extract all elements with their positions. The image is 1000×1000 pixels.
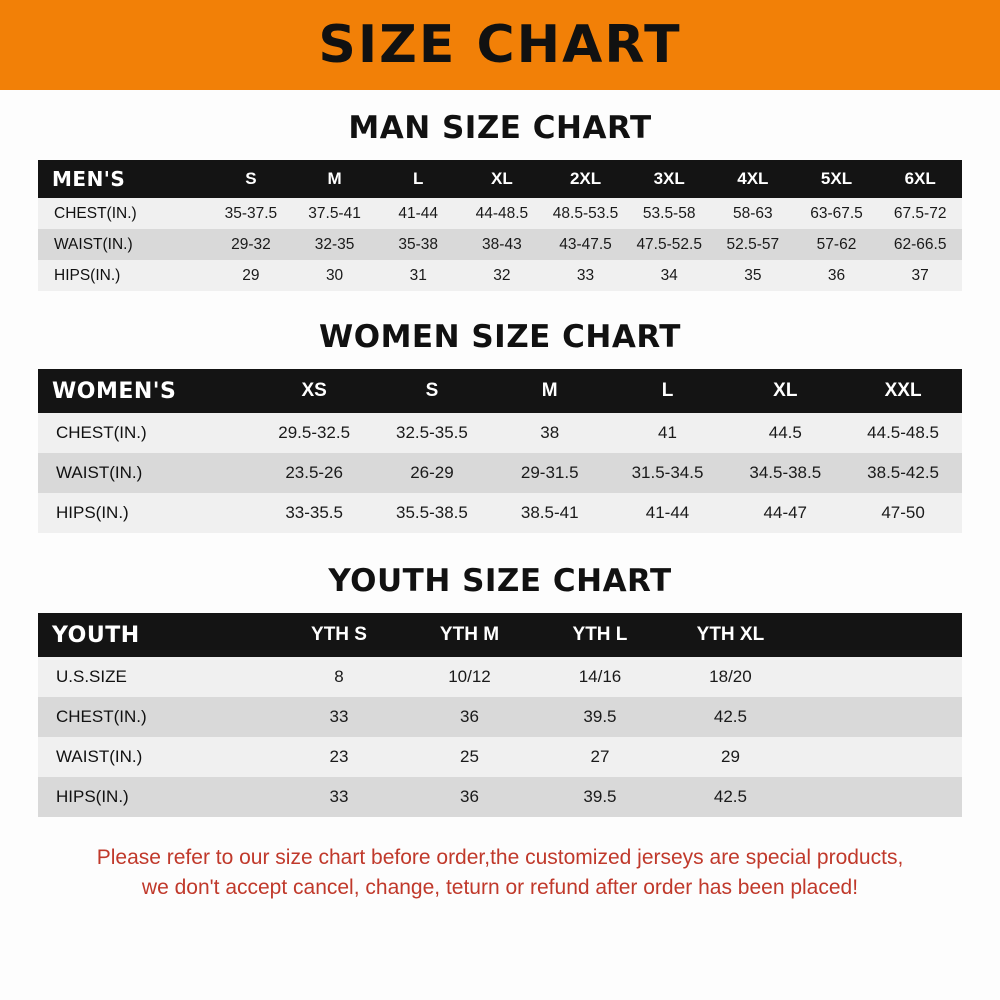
table-row [38,260,962,291]
man-col-header: XL [460,160,544,198]
man-col-header: 6XL [878,160,962,198]
women-cell: 38.5-42.5 [844,453,962,493]
women-cell: 32.5-35.5 [373,413,491,453]
youth-col-header: YTH M [404,613,534,657]
table-row [38,453,962,493]
youth-cell-empty [796,697,962,737]
women-section-title: WOMEN SIZE CHART [319,319,681,355]
man-cell: 52.5-57 [711,229,795,260]
youth-cell: 25 [404,737,534,777]
man-cell: 58-63 [711,198,795,229]
man-row-label: WAIST(IN.) [38,229,209,260]
women-row-label: HIPS(IN.) [38,493,255,533]
youth-cell: 27 [535,737,665,777]
man-col-header: M [293,160,377,198]
man-cell: 67.5-72 [878,198,962,229]
women-cell: 38.5-41 [491,493,609,533]
women-cell: 41 [609,413,727,453]
man-cell: 31 [376,260,460,291]
table-row [38,657,962,697]
women-col-header: L [609,369,727,413]
disclaimer-note [20,843,980,904]
header-banner [0,0,1000,90]
table-row [38,413,962,453]
women-cell: 44.5 [726,413,844,453]
man-row-label: CHEST(IN.) [38,198,209,229]
man-col-header: 5XL [795,160,879,198]
man-cell: 35-38 [376,229,460,260]
women-cell: 29-31.5 [491,453,609,493]
table-row [38,777,962,817]
man-cell: 63-67.5 [795,198,879,229]
man-col-header: 4XL [711,160,795,198]
man-cell: 38-43 [460,229,544,260]
disclaimer-line-1: Please refer to our size chart before order,the customized jerseys are special products, [96,846,904,869]
man-cell: 48.5-53.5 [544,198,628,229]
youth-row-label: U.S.SIZE [38,657,274,697]
youth-cell-empty [796,657,962,697]
women-cell: 44-47 [726,493,844,533]
table-row [38,229,962,260]
youth-cell: 36 [404,697,534,737]
man-cell: 30 [293,260,377,291]
man-cell: 36 [795,260,879,291]
women-cell: 29.5-32.5 [255,413,373,453]
youth-cell: 29 [665,737,795,777]
man-size-table [38,160,962,291]
man-cell: 53.5-58 [627,198,711,229]
women-cell: 33-35.5 [255,493,373,533]
women-cell: 31.5-34.5 [609,453,727,493]
women-size-table [38,369,962,533]
man-row-label: HIPS(IN.) [38,260,209,291]
man-cell: 32 [460,260,544,291]
youth-row-label: WAIST(IN.) [38,737,274,777]
women-cell: 44.5-48.5 [844,413,962,453]
youth-col-header-empty [796,613,962,657]
man-cell: 35-37.5 [209,198,293,229]
man-col-header: L [376,160,460,198]
youth-cell: 10/12 [404,657,534,697]
man-cell: 41-44 [376,198,460,229]
youth-cell-empty [796,737,962,777]
youth-cell: 42.5 [665,697,795,737]
man-cell: 37.5-41 [293,198,377,229]
women-col-header: XL [726,369,844,413]
youth-cell: 36 [404,777,534,817]
man-row-label-header: MEN'S [38,160,209,198]
women-col-header: M [491,369,609,413]
women-cell: 41-44 [609,493,727,533]
man-section-title: MAN SIZE CHART [348,110,652,146]
youth-row-label: CHEST(IN.) [38,697,274,737]
man-table-wrap [38,160,962,291]
women-table-wrap [38,369,962,533]
women-cell: 38 [491,413,609,453]
man-col-header: 3XL [627,160,711,198]
women-cell: 34.5-38.5 [726,453,844,493]
man-col-header: S [209,160,293,198]
youth-col-header: YTH L [535,613,665,657]
man-col-header: 2XL [544,160,628,198]
youth-cell: 33 [274,777,404,817]
man-cell: 32-35 [293,229,377,260]
women-col-header: XS [255,369,373,413]
youth-cell: 23 [274,737,404,777]
table-row [38,737,962,777]
man-cell: 57-62 [795,229,879,260]
youth-section-title: YOUTH SIZE CHART [328,563,672,599]
youth-cell: 8 [274,657,404,697]
man-cell: 29-32 [209,229,293,260]
youth-cell: 42.5 [665,777,795,817]
youth-cell: 18/20 [665,657,795,697]
table-row [38,697,962,737]
youth-row-label: HIPS(IN.) [38,777,274,817]
man-cell: 29 [209,260,293,291]
man-cell: 43-47.5 [544,229,628,260]
man-cell: 37 [878,260,962,291]
youth-col-header: YTH S [274,613,404,657]
youth-cell: 39.5 [535,697,665,737]
man-cell: 33 [544,260,628,291]
table-header-row [38,369,962,413]
women-cell: 35.5-38.5 [373,493,491,533]
women-col-header: S [373,369,491,413]
youth-col-header: YTH XL [665,613,795,657]
women-cell: 47-50 [844,493,962,533]
youth-cell: 33 [274,697,404,737]
women-col-header: XXL [844,369,962,413]
man-cell: 47.5-52.5 [627,229,711,260]
youth-table-wrap [38,613,962,817]
table-row [38,493,962,533]
youth-size-table [38,613,962,817]
man-cell: 35 [711,260,795,291]
women-cell: 26-29 [373,453,491,493]
man-cell: 62-66.5 [878,229,962,260]
table-row [38,198,962,229]
youth-cell: 39.5 [535,777,665,817]
women-row-label: CHEST(IN.) [38,413,255,453]
table-header-row [38,613,962,657]
women-row-label: WAIST(IN.) [38,453,255,493]
youth-cell-empty [796,777,962,817]
man-cell: 34 [627,260,711,291]
page-title: SIZE CHART [318,15,682,75]
women-cell: 23.5-26 [255,453,373,493]
women-row-label-header: WOMEN'S [38,369,255,413]
youth-cell: 14/16 [535,657,665,697]
table-header-row [38,160,962,198]
youth-row-label-header: YOUTH [38,613,274,657]
man-cell: 44-48.5 [460,198,544,229]
disclaimer-line-2: we don't accept cancel, change, teturn or refund after order has been placed! [141,876,859,900]
